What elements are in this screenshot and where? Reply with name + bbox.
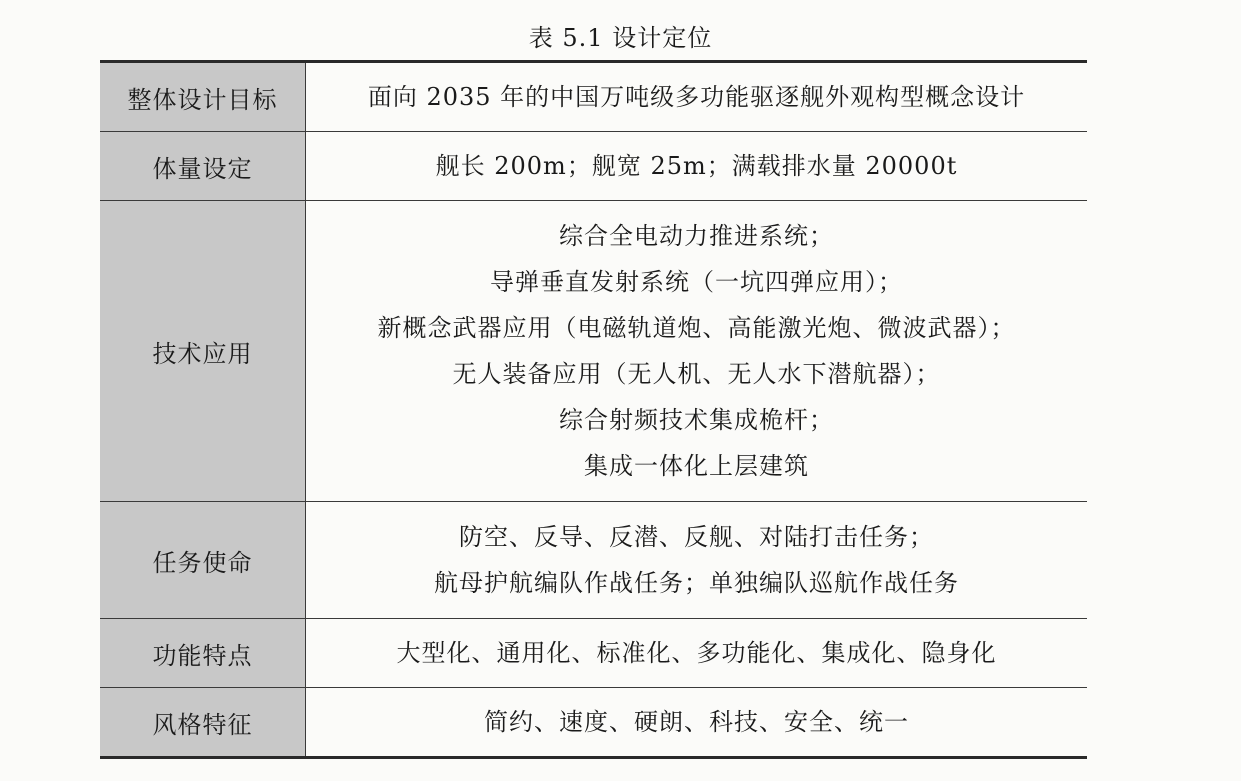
value-line: 无人装备应用（无人机、无人水下潜航器）； — [452, 360, 941, 388]
table-caption: 表 5.1 设计定位 — [528, 24, 713, 52]
value-line: 综合全电动力推进系统； — [559, 222, 834, 250]
value-line: 简约、速度、硬朗、科技、安全、统一 — [484, 708, 909, 736]
table-row — [100, 688, 1087, 756]
row-label: 风格特征 — [100, 688, 306, 756]
value-line: 航母护航编队作战任务；单独编队巡航作战任务 — [434, 569, 959, 597]
table-row — [100, 132, 1087, 201]
table-row — [100, 63, 1087, 132]
value-line: 综合射频技术集成桅杆； — [559, 406, 834, 434]
design-positioning-table — [100, 60, 1087, 759]
row-value — [306, 63, 1087, 131]
table-row — [100, 201, 1087, 502]
value-line: 舰长 200m；舰宽 25m；满载排水量 20000t — [435, 152, 958, 180]
value-line: 大型化、通用化、标准化、多功能化、集成化、隐身化 — [396, 639, 997, 667]
value-line: 新概念武器应用（电磁轨道炮、高能激光炮、微波武器）； — [377, 314, 1016, 342]
value-line: 导弹垂直发射系统（一坑四弹应用）； — [490, 268, 903, 296]
row-value — [306, 619, 1087, 687]
row-value — [306, 502, 1087, 618]
row-label: 功能特点 — [100, 619, 306, 687]
table-row — [100, 502, 1087, 619]
row-label: 体量设定 — [100, 132, 306, 200]
row-value — [306, 688, 1087, 756]
row-value — [306, 132, 1087, 200]
row-label: 整体设计目标 — [100, 63, 306, 131]
value-line: 面向 2035 年的中国万吨级多功能驱逐舰外观构型概念设计 — [367, 83, 1026, 111]
row-label: 技术应用 — [100, 201, 306, 501]
table-row — [100, 619, 1087, 688]
row-label: 任务使命 — [100, 502, 306, 618]
value-line: 防空、反导、反潜、反舰、对陆打击任务； — [459, 523, 934, 551]
row-value — [306, 201, 1087, 501]
value-line: 集成一体化上层建筑 — [584, 452, 809, 480]
